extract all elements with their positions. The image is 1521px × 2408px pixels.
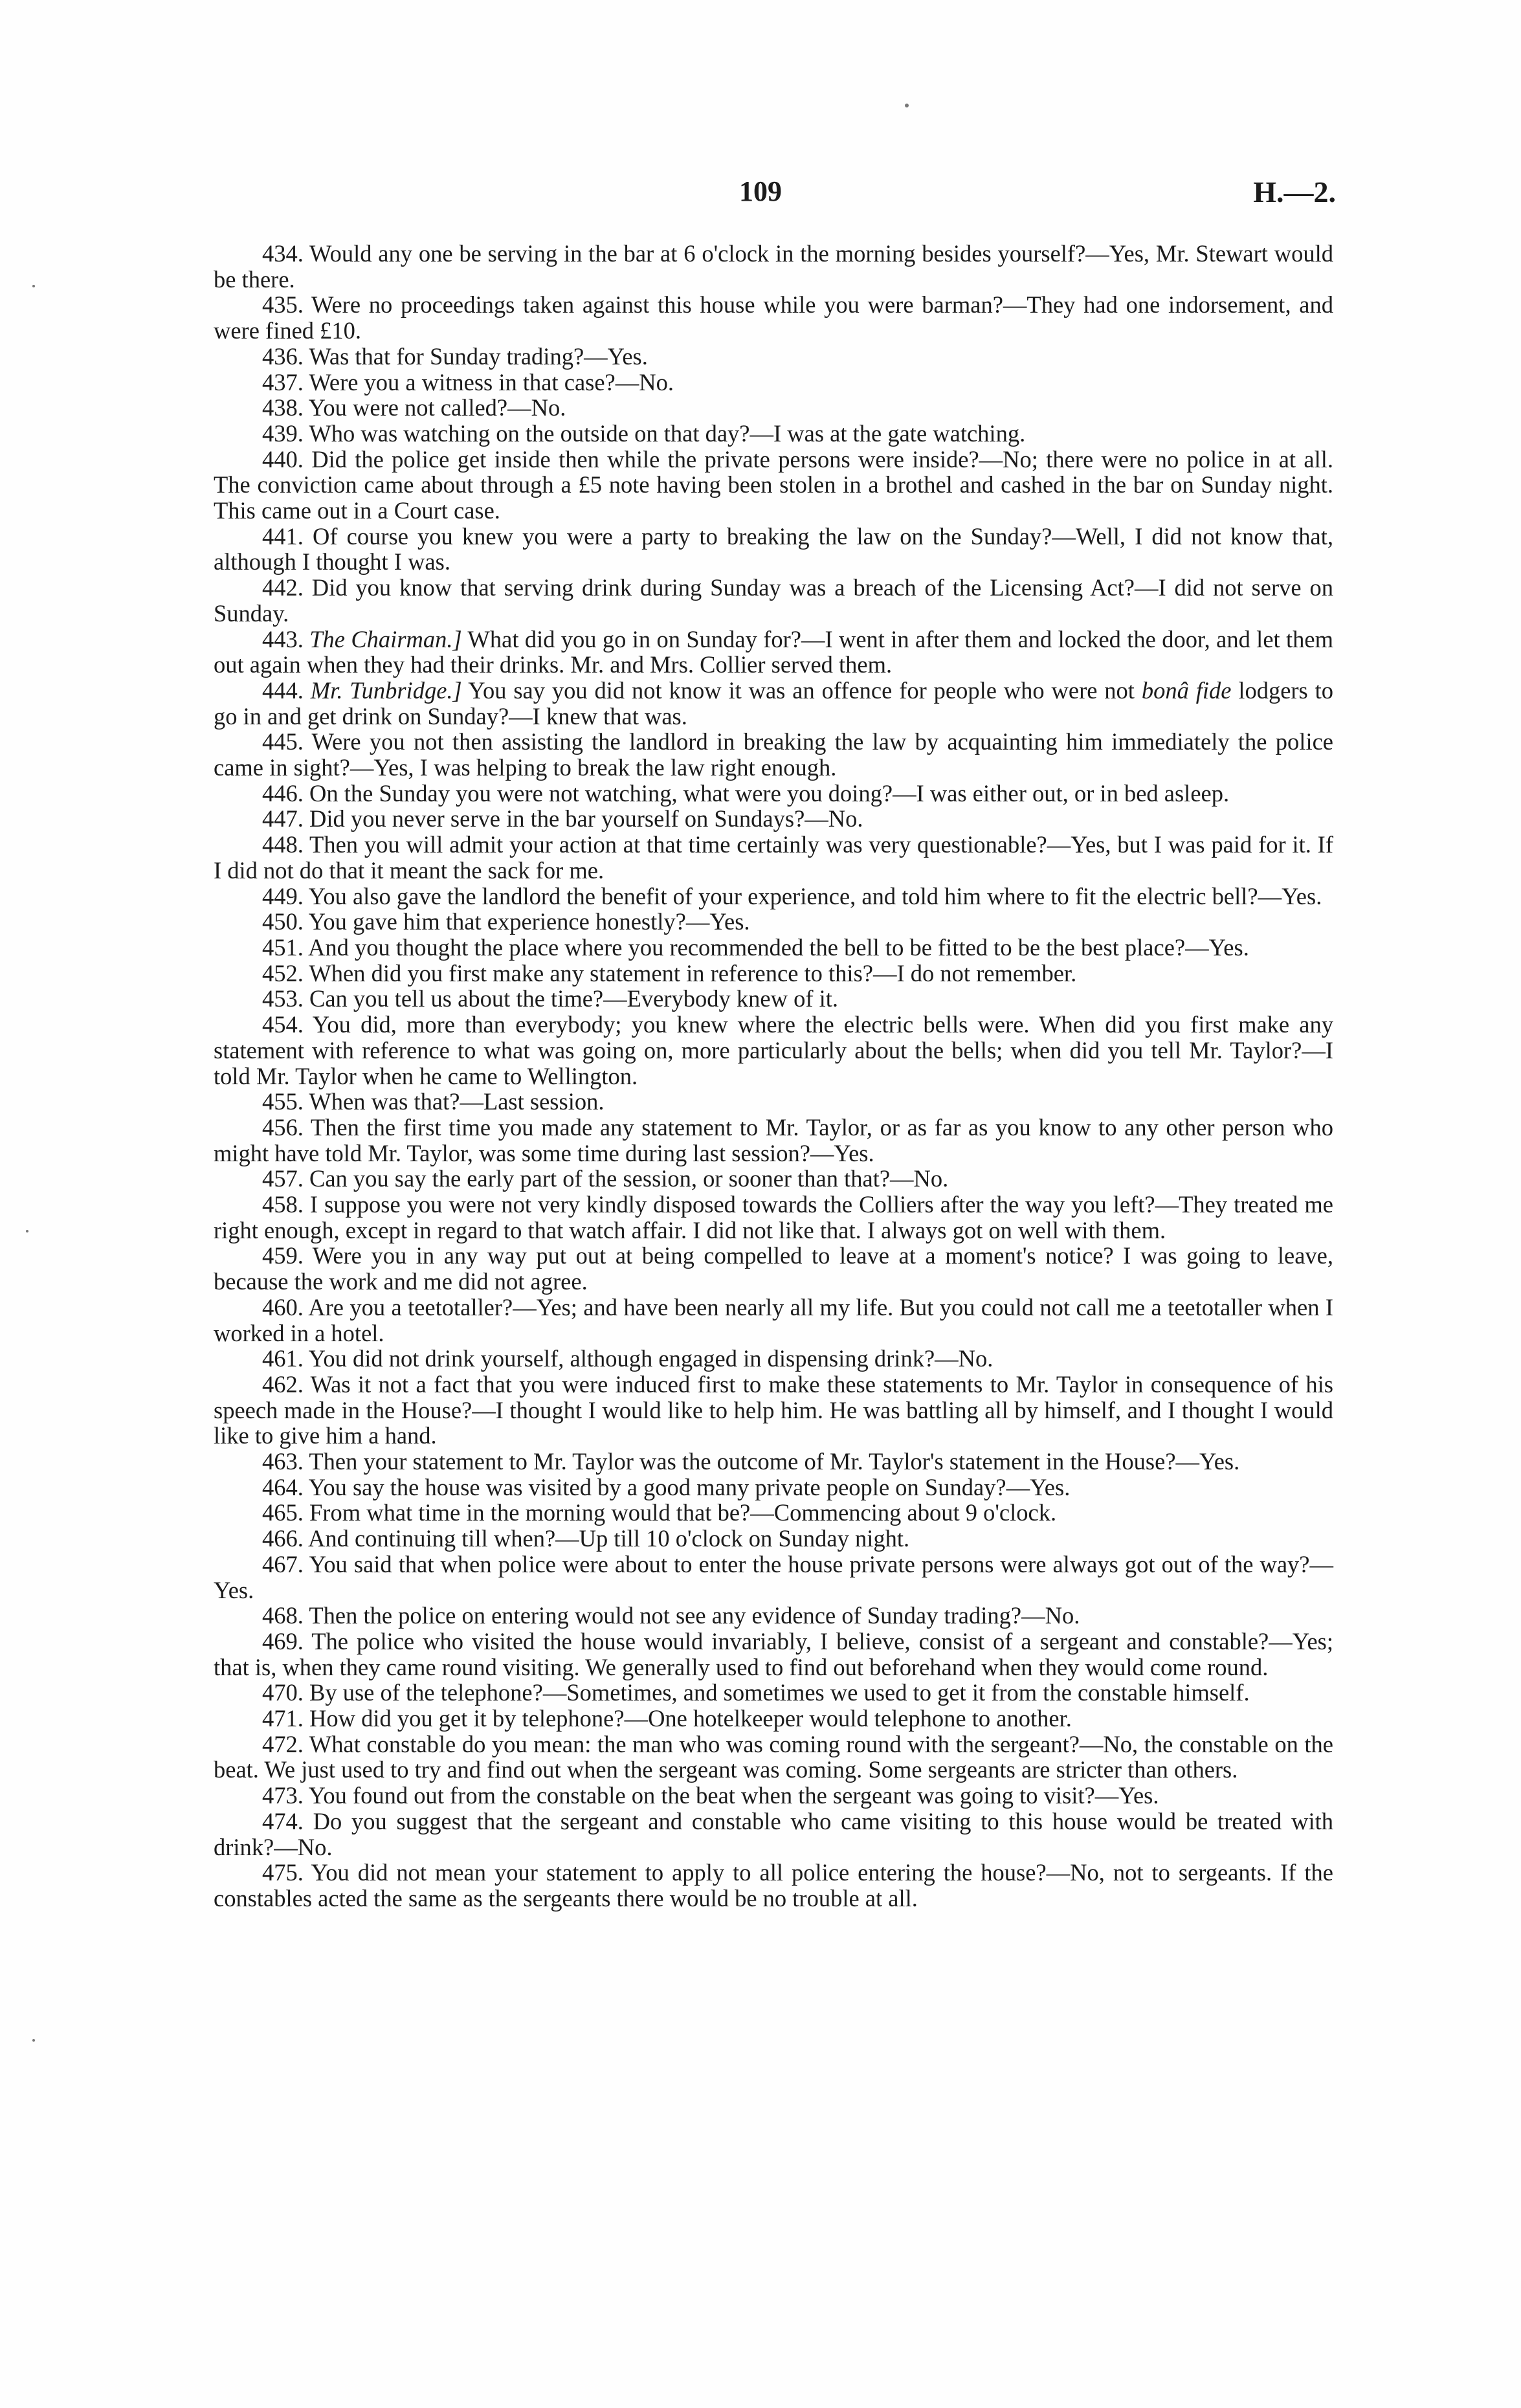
qa-text: 460. Are you a teetotaller?—Yes; and have been nearly all my life. But you could not call me a teetotaller when I worked in a hotel. bbox=[214, 1293, 1333, 1346]
qa-text: 445. Were you not then assisting the landlord in breaking the law by acquainting him immediately the police came in sight?—Yes, I was helping to break the law right enough. bbox=[214, 728, 1333, 781]
qa-entry bbox=[214, 241, 1333, 292]
qa-entry bbox=[214, 1552, 1333, 1603]
qa-entry bbox=[214, 1732, 1333, 1783]
qa-entry bbox=[214, 832, 1333, 883]
speaker-name: The Chairman.] bbox=[309, 625, 462, 652]
qa-text: 462. Was it not a fact that you were induced first to make these statements to Mr. Taylor in consequence of his speech made in the House?—I thought I would like to help him. He was battling all by himself, and I thought I would like to give him a hand. bbox=[214, 1370, 1333, 1449]
qa-entry bbox=[214, 370, 1333, 396]
qa-text: 458. I suppose you were not very kindly disposed towards the Colliers after the way you left?—They treated me right enough, except in regard to that watch affair. I did not like that. I always got on well with them. bbox=[214, 1191, 1333, 1243]
paper-speck bbox=[905, 104, 909, 107]
qa-entry bbox=[214, 1372, 1333, 1449]
qa-entry bbox=[214, 1089, 1333, 1115]
qa-entry bbox=[214, 1346, 1333, 1372]
qa-text: 461. You did not drink yourself, although engaged in dispensing drink?—No. bbox=[262, 1345, 994, 1372]
qa-text: 446. On the Sunday you were not watching, what were you doing?—I was either out, or in bed asleep. bbox=[262, 779, 1230, 807]
qa-entry bbox=[214, 1166, 1333, 1192]
latin-phrase: bonâ fide bbox=[1141, 676, 1232, 704]
qa-entry bbox=[214, 678, 1333, 729]
qa-text: 442. Did you know that serving drink during Sunday was a breach of the Licensing Act?—I did not serve on Sunday. bbox=[214, 574, 1333, 627]
qa-number: 444. bbox=[262, 676, 304, 704]
qa-text: 441. Of course you knew you were a party to breaking the law on the Sunday?—Well, I did not know that, although I thought I was. bbox=[214, 522, 1333, 575]
qa-text: 467. You said that when police were about to enter the house private persons were always got out of the way?—Yes. bbox=[214, 1550, 1333, 1603]
speaker-name: Mr. Tunbridge.] bbox=[310, 676, 462, 704]
qa-entry bbox=[214, 1500, 1333, 1526]
qa-entry bbox=[214, 909, 1333, 935]
qa-text: 459. Were you in any way put out at being compelled to leave at a moment's notice? I was going to leave, because the work and me did not agree. bbox=[214, 1242, 1333, 1295]
qa-text: 468. Then the police on entering would not see any evidence of Sunday trading?—No. bbox=[262, 1602, 1080, 1629]
qa-entry bbox=[214, 806, 1333, 832]
qa-text: 438. You were not called?—No. bbox=[262, 394, 566, 421]
qa-text: 451. And you thought the place where you recommended the bell to be fitted to be the best place?—Yes. bbox=[262, 933, 1249, 961]
testimony-body bbox=[214, 241, 1333, 1912]
qa-text: 453. Can you tell us about the time?—Everybody knew of it. bbox=[262, 985, 839, 1012]
qa-entry bbox=[214, 884, 1333, 909]
qa-text: 463. Then your statement to Mr. Taylor was the outcome of Mr. Taylor's statement in the House?—Yes. bbox=[262, 1448, 1240, 1475]
qa-text: 464. You say the house was visited by a good many private people on Sunday?—Yes. bbox=[262, 1473, 1071, 1500]
qa-text: 440. Did the police get inside then while the private persons were inside?—No; there were no police in at all. The conviction came about through a £5 note having been stolen in a brothel and cashed in the bar on Sunday night. This came out in a Court case. bbox=[214, 445, 1333, 524]
qa-text: 434. Would any one be serving in the bar at 6 o'clock in the morning besides yourself?—Yes, Mr. Stewart would be there. bbox=[214, 240, 1333, 293]
document-reference: H.—2. bbox=[1253, 175, 1336, 208]
qa-entry bbox=[214, 1706, 1333, 1732]
qa-entry bbox=[214, 1012, 1333, 1089]
qa-entry bbox=[214, 524, 1333, 575]
qa-text: 435. Were no proceedings taken against this house while you were barman?—They had one indorsement, and were fined £10. bbox=[214, 291, 1333, 344]
qa-text: 439. Who was watching on the outside on that day?—I was at the gate watching. bbox=[262, 419, 1026, 447]
page-header bbox=[0, 175, 1521, 220]
qa-entry bbox=[214, 1603, 1333, 1629]
qa-text: 474. Do you suggest that the sergeant and constable who came visiting to this house would be treated with drink?—No. bbox=[214, 1807, 1333, 1860]
qa-text: You say you did not know it was an offence for people who were not bbox=[468, 676, 1135, 704]
qa-text: 466. And continuing till when?—Up till 10 o'clock on Sunday night. bbox=[262, 1525, 910, 1552]
qa-text: 472. What constable do you mean: the man who was coming round with the sergeant?—No, the constable on the beat. We just used to try and find out when the sergeant was coming. Some sergeants are stricter than others. bbox=[214, 1730, 1333, 1783]
qa-text: 456. Then the first time you made any statement to Mr. Taylor, or as far as you know to any other person who might have told Mr. Taylor, was some time during last session?—Yes. bbox=[214, 1113, 1333, 1166]
qa-text: 471. How did you get it by telephone?—One hotelkeeper would telephone to another. bbox=[262, 1705, 1072, 1732]
qa-entry bbox=[214, 935, 1333, 961]
qa-entry bbox=[214, 729, 1333, 780]
qa-text: What did you go in on Sunday for?—I went in after them and locked the door, and let them out again when they had their drinks. Mr. and Mrs. Collier served them. bbox=[214, 625, 1333, 678]
qa-text: 450. You gave him that experience honestly?—Yes. bbox=[262, 908, 750, 935]
qa-entry bbox=[214, 1243, 1333, 1294]
paper-speck bbox=[26, 1230, 28, 1232]
qa-entry bbox=[214, 1295, 1333, 1346]
qa-text: 447. Did you never serve in the bar yourself on Sundays?—No. bbox=[262, 805, 863, 832]
qa-text: 470. By use of the telephone?—Sometimes, and sometimes we used to get it from the constable himself. bbox=[262, 1679, 1250, 1706]
qa-entry bbox=[214, 781, 1333, 807]
qa-entry bbox=[214, 1629, 1333, 1680]
qa-text: 437. Were you a witness in that case?—No. bbox=[262, 368, 674, 396]
qa-text: 465. From what time in the morning would that be?—Commencing about 9 o'clock. bbox=[262, 1499, 1057, 1526]
qa-text: 436. Was that for Sunday trading?—Yes. bbox=[262, 342, 648, 370]
qa-text: 455. When was that?—Last session. bbox=[262, 1088, 605, 1115]
paper-speck bbox=[32, 2039, 35, 2042]
qa-entry bbox=[214, 1115, 1333, 1166]
qa-text: 469. The police who visited the house would invariably, I believe, consist of a sergeant and constable?—Yes; that is, when they came round visiting. We generally used to find out beforehand when they would come round. bbox=[214, 1627, 1333, 1680]
qa-entry bbox=[214, 1526, 1333, 1552]
qa-entry bbox=[214, 1475, 1333, 1500]
qa-number: 443. bbox=[262, 625, 304, 652]
qa-text: lodgers to go in and get drink on Sunday?—I knew that was. bbox=[214, 676, 1334, 730]
qa-text: 454. You did, more than everybody; you knew where the electric bells were. When did you first make any statement with reference to what was going on, more particularly about the bells; when did you tell Mr. Taylor?—I told Mr. Taylor when he came to Wellington. bbox=[214, 1011, 1333, 1089]
qa-text: 449. You also gave the landlord the benefit of your experience, and told him where to fit the electric bell?—Yes. bbox=[262, 882, 1322, 909]
qa-entry bbox=[214, 961, 1333, 987]
qa-entry bbox=[214, 1449, 1333, 1475]
qa-entry bbox=[214, 421, 1333, 447]
qa-text: 475. You did not mean your statement to apply to all police entering the house?—No, not to sergeants. If the constables acted the same as the sergeants there would be no trouble at all. bbox=[214, 1859, 1333, 1912]
qa-entry bbox=[214, 292, 1333, 343]
page-number: 109 bbox=[739, 175, 782, 207]
qa-entry bbox=[214, 344, 1333, 370]
qa-entry bbox=[214, 986, 1333, 1012]
qa-entry bbox=[214, 575, 1333, 626]
qa-entry bbox=[214, 395, 1333, 421]
qa-entry bbox=[214, 627, 1333, 678]
qa-entry bbox=[214, 1192, 1333, 1243]
qa-entry bbox=[214, 1809, 1333, 1860]
qa-text: 452. When did you first make any statement in reference to this?—I do not remember. bbox=[262, 959, 1077, 987]
qa-entry bbox=[214, 1783, 1333, 1809]
qa-entry bbox=[214, 1680, 1333, 1706]
qa-entry bbox=[214, 447, 1333, 524]
qa-text: 473. You found out from the constable on the beat when the sergeant was going to visit?—Yes. bbox=[262, 1782, 1159, 1809]
qa-text: 448. Then you will admit your action at that time certainly was very questionable?—Yes, but I was paid for it. If I did not do that it meant the sack for me. bbox=[214, 831, 1333, 884]
qa-entry bbox=[214, 1860, 1333, 1911]
qa-text: 457. Can you say the early part of the session, or sooner than that?—No. bbox=[262, 1165, 949, 1192]
paper-speck bbox=[32, 285, 35, 287]
